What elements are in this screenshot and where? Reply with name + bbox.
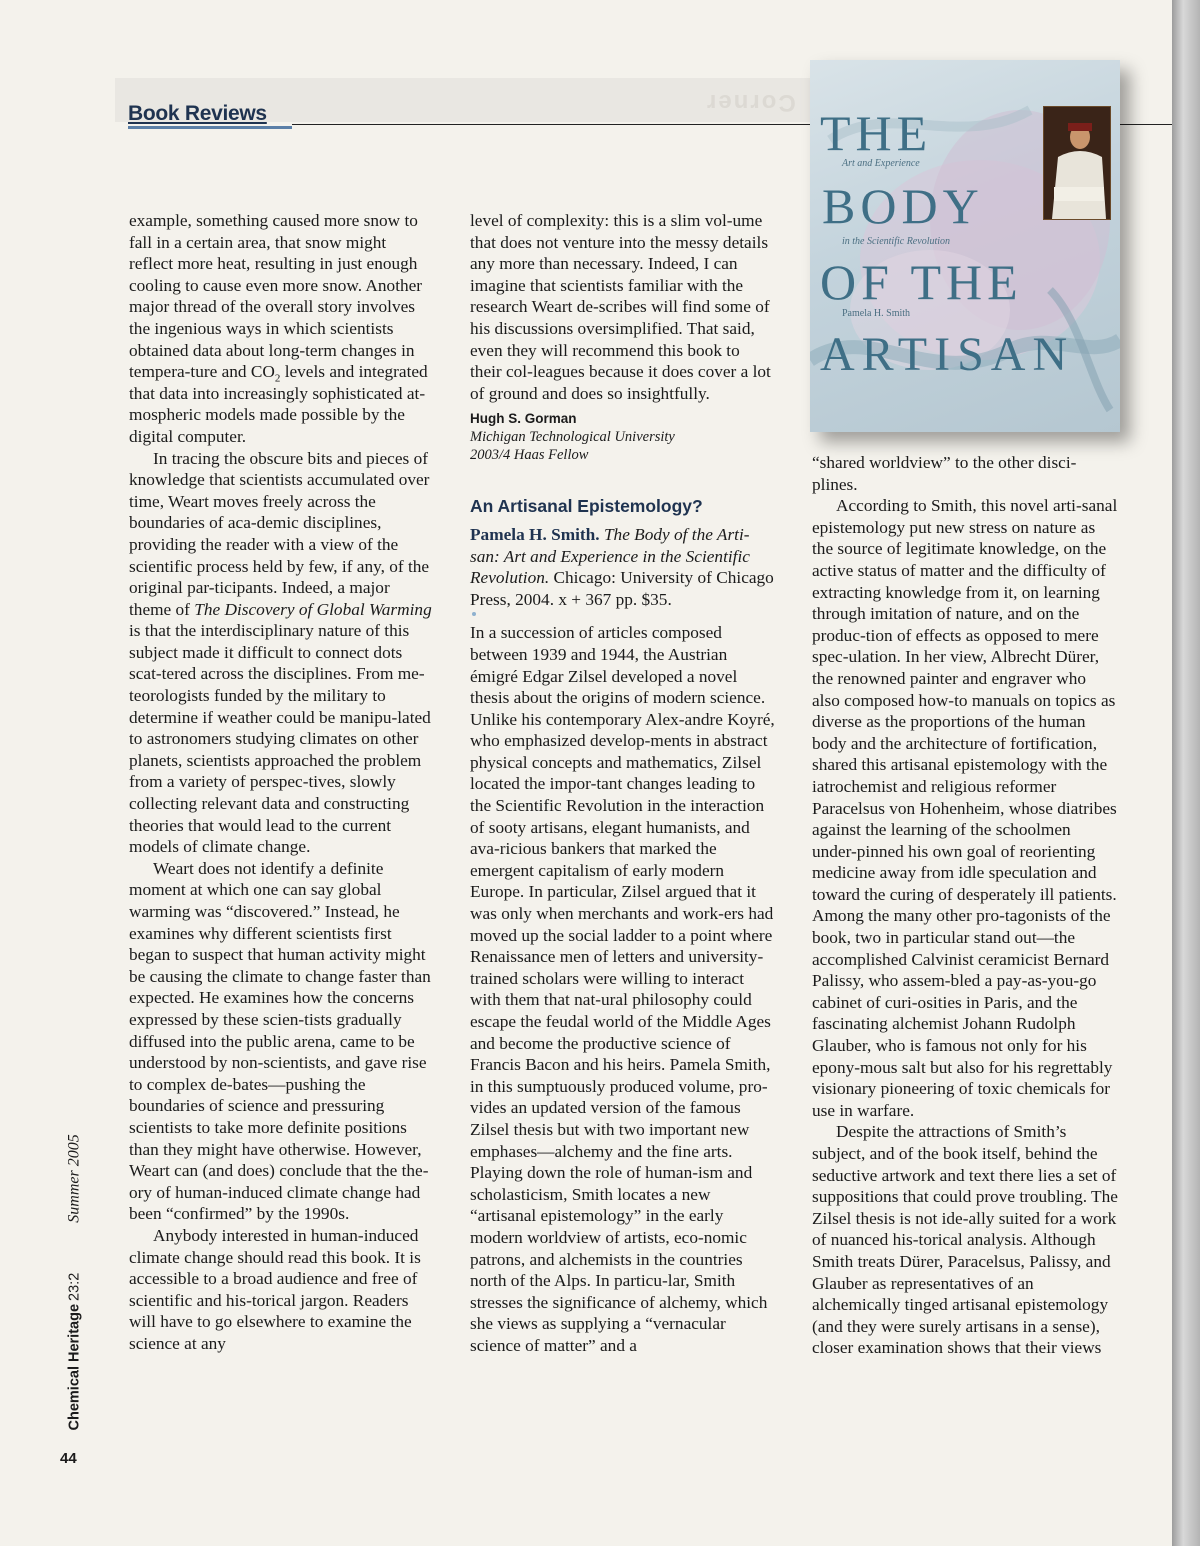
running-footer-vertical — [60, 1097, 90, 1430]
text-run: In tracing the obscure bits and pieces of knowledge that scientists accumulated over time, Weart moves freely across the boundaries of aca-demic disciplines, providing the reader with a view of the scientific process held by few, if any, of the original par-ticipants. Indeed, a major theme of — [129, 448, 430, 619]
paragraph: Anybody interested in human-induced climate change should read this book. It is accessible to a broad audience and free of scientific and his-torical jargon. Readers will have to go elsewhere to examine the science at any — [129, 1225, 421, 1353]
page-number: 44 — [60, 1450, 77, 1467]
cover-title-line: OF THE — [820, 254, 1023, 310]
book-title: The Body of the Arti-san: Art and Experience in the Scientific Revolution. — [470, 524, 750, 588]
book-author: Pamela H. Smith. — [470, 524, 600, 544]
reviewer-fellowship: 2003/4 Haas Fellow — [470, 447, 589, 464]
heading-accent-rule — [128, 126, 292, 129]
magazine-name: Chemical Heritage — [66, 1303, 83, 1431]
paragraph: level of complexity: this is a slim vol-ume that does not venture into the messy details any more than necessary. Indeed, I can imagine that scientists familiar with the research Weart de-scribes will find some of his discussions oversimplified. That said, even they will recommend this book to their col-leagues because it does cover a lot of ground and does so insightfully. — [470, 211, 771, 403]
portrait-figure — [1044, 107, 1110, 219]
paragraph — [129, 210, 434, 448]
separator-dot — [472, 612, 476, 616]
book-citation — [470, 524, 775, 610]
header-ghost-word: Corner — [705, 89, 796, 116]
reviewer-name: Hugh S. Gorman — [470, 411, 577, 427]
paragraph: “shared worldview” to the other disci-plines. — [812, 453, 1077, 494]
cover-author: Pamela H. Smith — [842, 308, 911, 319]
text-run: is that the interdisciplinary nature of this subject made it difficult to connect dots scat-tered across the disciplines. From me-teorologists funded by the military to determine if weather could be manipu-lated to astronomers studying climates on other planets, scientists approached the problem from a variety of perspec-tives, slowly collecting relevant data and constructing theories that would lead to the current models of climate change. — [129, 621, 431, 857]
book-cover — [810, 60, 1120, 432]
text-run: levels and integrated that data into increasingly sophisticated at-mospheric models made possible by the digital computer. — [129, 362, 428, 446]
cover-subtitle: Art and Experience — [842, 158, 920, 169]
text-run: example, something caused more snow to fall in a certain area, that snow might reflect more heat, resulting in just enough cooling to cause even more snow. Another major thread of the overall story involves the ingenious ways in which scientists obtained data about long-term changes in tempera-ture and CO — [129, 211, 423, 382]
paragraph: In a succession of articles composed between 1939 and 1944, the Austrian émigré Edgar Zilsel developed a novel thesis about the origins of modern science. Unlike his contemporary Alex-andre Koyré, who emphasized develop-ments in abstract physical concepts and mathematics, Zilsel located the impor-tant changes leading to the Scientific Revolution in the interaction of sooty artisans, elegant humanists, and ava-ricious bankers that marked the emergent capitalism of early modern Europe. In particular, Zilsel argued that it was only when merchants and work-ers had moved up the social ladder to a point where Renaissance men of letters and university-trained scholars were willing to interact with them that nat-ural philosophy could escape the feudal world of the Middle Ages and become the productive science of Francis Bacon and his heirs. Pamela Smith, in this sumptuously produced volume, pro-vides an updated version of the famous Zilsel thesis but with two important new emphases—alchemy and the fine arts. Playing down the role of human-ism and scholasticism, Smith locates a new “artisanal epistemology” in the early modern worldview of artists, eco-nomic patrons, and alchemists in the countries north of the Alps. In particu-lar, Smith stresses the significance of alchemy, which she views as supplying a “vernacular science of matter” and a — [470, 623, 775, 1355]
subscript: 2 — [274, 372, 281, 385]
book-title-italic: The Discovery of Global Warming — [194, 599, 432, 619]
reviewer-affiliation: Michigan Technological University — [470, 429, 675, 446]
running-footer-text — [60, 1098, 90, 1431]
cover-title-line: BODY — [822, 178, 984, 234]
cover-subtitle: in the Scientific Revolution — [842, 236, 951, 247]
cover-title-line: THE — [820, 105, 933, 161]
text-column-3 — [812, 452, 1118, 1359]
page-spine — [1172, 0, 1200, 1546]
paragraph — [129, 448, 434, 858]
cover-title-line: ARTISAN — [820, 328, 1075, 381]
review-title: An Artisanal Epistemology? — [470, 496, 703, 517]
issue-season: Summer 2005 — [65, 1134, 83, 1223]
text-column-2 — [470, 210, 775, 1357]
paragraph: Despite the attractions of Smith’s subject, and of the book itself, behind the seductive artwork and text there lies a set of suppositions that could prove troubling. The Zilsel thesis is not ide-ally suited for a work of nuanced his-torical analysis. Although Smith treats Dürer, Paracelsus, Palissy, and Glauber as representatives of an alchemically tinged artisanal epistemology (and they were surely artisans in a sense), closer examination shows that their views — [812, 1122, 1118, 1358]
cover-portrait — [1043, 106, 1111, 220]
book-publication: Chicago: University of Chicago Press, 2004. x + 367 pp. $35. — [470, 568, 774, 609]
paragraph: According to Smith, this novel arti-sanal epistemology put new stress on nature as the source of legitimate knowledge, on the active status of matter and the difficulty of extracting knowledge from it, on learning through imitation of nature, and on the produc-tion of effects as opposed to mere spec-ulation. In her view, Albrecht Dürer, the renowned painter and engraver who also composed how-to manuals on topics as diverse as the proportions of the human body and the architecture of fortification, shared this artisanal epistemology with the iatrochemist and religious reformer Paracelsus von Hohenheim, whose diatribes against the learning of the schoolmen under-pinned his own goal of reorienting medicine away from idle speculation and toward the curing of desperately ill patients. Among the many other pro-tagonists of the book, two in particular stand out—the accomplished Calvinist ceramicist Bernard Palissy, who assem-bled a pay-as-you-go cabinet of curi-osities in Paris, and the fascinating alchemist Johann Rudolph Glauber, who is famous not only for his epony-mous salt but also for his regrettably visionary pioneering of toxic chemicals for use in warfare. — [812, 496, 1118, 1120]
paragraph: Weart does not identify a definite moment at which one can say global warming was “discovered.” Instead, he examines why different scientists first began to suspect that human activity might be causing the climate to change faster than expected. He examines how the concerns expressed by these scien-tists gradually diffused into the public arena, came to be understood by non-scientists, and gave rise to complex de-bates—pushing the boundaries of science and pressuring scientists to take more definite positions than they might have otherwise. However, Weart can (and does) conclude that the the-ory of human-induced climate change had been “confirmed” by the 1990s. — [129, 858, 431, 1224]
text-column-1 — [129, 210, 434, 1354]
section-heading: Book Reviews — [128, 102, 267, 125]
volume-number: 23:2 — [66, 1272, 83, 1301]
